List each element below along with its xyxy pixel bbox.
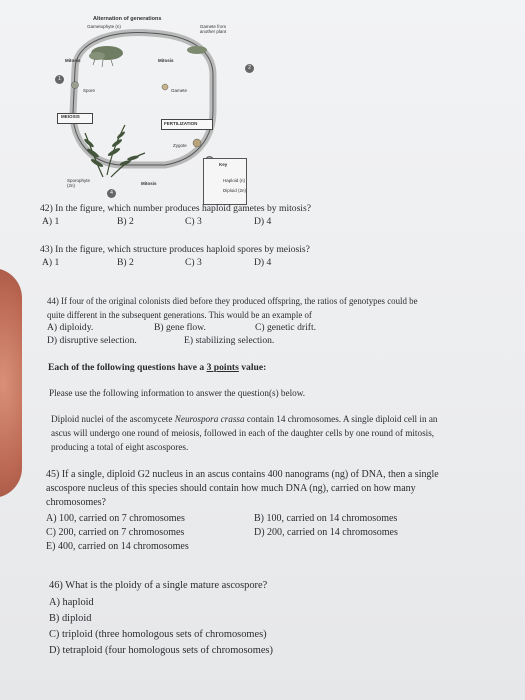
q43-option-d[interactable]: D) 4 bbox=[254, 257, 272, 268]
q45-option-c[interactable]: C) 200, carried on 7 chromosomes bbox=[46, 527, 185, 538]
q46-option-a[interactable]: A) haploid bbox=[49, 597, 94, 608]
key-title: Key bbox=[219, 162, 228, 167]
q46-option-c[interactable]: C) triploid (three homologous sets of chromosomes) bbox=[49, 629, 267, 640]
number-marker-2: 2 bbox=[245, 64, 254, 73]
q43-option-b[interactable]: B) 2 bbox=[117, 257, 134, 268]
mitosis-bottom-label: Mitosis bbox=[141, 181, 157, 186]
number-marker-1: 1 bbox=[55, 75, 64, 84]
question-46-text: 46) What is the ploidy of a single mature ascospore? bbox=[49, 580, 268, 591]
q46-option-d[interactable]: D) tetraploid (four homologous sets of chromosomes) bbox=[49, 645, 273, 656]
key-diploid: Diploid (2n) bbox=[223, 188, 247, 193]
question-43-text: 43) In the figure, which structure produces haploid spores by meiosis? bbox=[40, 244, 310, 255]
q45-option-a[interactable]: A) 100, carried on 7 chromosomes bbox=[46, 513, 185, 524]
q45-option-d[interactable]: D) 200, carried on 14 chromosomes bbox=[254, 527, 398, 538]
section-prefix: Each of the following questions have a bbox=[48, 362, 207, 373]
gamete-from-another-plant-label: Gamete from another plant bbox=[199, 24, 227, 34]
info-line2: ascus will undergo one round of meiosis, followed in each of the daughter cells by one round of mitosis, bbox=[51, 428, 435, 438]
number-marker-4: 4 bbox=[107, 189, 116, 198]
q46-option-b[interactable]: B) diploid bbox=[49, 613, 92, 624]
gametophyte-label: Gametophyte (n) bbox=[87, 24, 121, 29]
info-line1-pre: Diploid nuclei of the ascomycete bbox=[51, 414, 175, 424]
gamete-label: Gamete bbox=[171, 88, 188, 93]
q43-option-c[interactable]: C) 3 bbox=[185, 257, 202, 268]
q42-option-c[interactable]: C) 3 bbox=[185, 216, 202, 227]
q45-option-b[interactable]: B) 100, carried on 14 chromosomes bbox=[254, 513, 398, 524]
q44-option-b[interactable]: B) gene flow. bbox=[154, 322, 206, 333]
alternation-of-generations-diagram bbox=[45, 15, 255, 200]
fertilization-label: FERTILIZATION bbox=[164, 121, 198, 126]
info-line3: producing a total of eight ascospores. bbox=[51, 442, 189, 452]
q44-option-d[interactable]: D) disruptive selection. bbox=[47, 335, 137, 346]
mitosis-right-label: Mitosis bbox=[158, 58, 174, 63]
q44-option-c[interactable]: C) genetic drift. bbox=[255, 322, 317, 333]
mitosis-left-label: Mitosis bbox=[65, 58, 81, 63]
question-42-text: 42) In the figure, which number produces haploid gametes by mitosis? bbox=[40, 203, 311, 214]
question-44-line2: quite different in the subsequent generations. This would be an example of bbox=[47, 310, 312, 320]
instructions-text: Please use the following information to answer the question(s) below. bbox=[49, 388, 306, 398]
question-44-line1: 44) If four of the original colonists died before they produced offspring, the ratios of genotypes could be bbox=[47, 296, 418, 306]
info-line1-post: contain 14 chromosomes. A single diploid cell in an bbox=[244, 414, 438, 424]
info-line1 bbox=[51, 413, 438, 425]
q45-option-e[interactable]: E) 400, carried on 14 chromosomes bbox=[46, 541, 189, 552]
zygote-label: Zygote bbox=[173, 143, 187, 148]
meiosis-label: MEIOSIS bbox=[61, 114, 80, 119]
question-45-line2: ascospore nucleus of this species should contain how much DNA (ng), carried on how many bbox=[46, 483, 416, 494]
sporophyte-label: Sporophyte (2n) bbox=[67, 178, 91, 188]
question-45-line1: 45) If a single, diploid G2 nucleus in an ascus contains 400 nanograms (ng) of DNA, then a single bbox=[46, 469, 439, 480]
question-45-line3: chromosomes? bbox=[46, 497, 106, 508]
section-header bbox=[48, 362, 266, 374]
q42-option-d[interactable]: D) 4 bbox=[254, 216, 272, 227]
q44-option-a[interactable]: A) diploidy. bbox=[47, 322, 94, 333]
thumb-in-photo bbox=[0, 268, 22, 498]
key-haploid: Haploid (n) bbox=[223, 178, 246, 183]
species-name: Neurospora crassa bbox=[174, 414, 245, 424]
q42-option-a[interactable]: A) 1 bbox=[42, 216, 60, 227]
q44-option-e[interactable]: E) stabilizing selection. bbox=[184, 335, 275, 346]
spore-label: Spore bbox=[83, 88, 96, 93]
diagram-title: Alternation of generations bbox=[93, 16, 162, 22]
q42-option-b[interactable]: B) 2 bbox=[117, 216, 134, 227]
section-points: 3 points bbox=[206, 362, 239, 373]
q43-option-a[interactable]: A) 1 bbox=[42, 257, 60, 268]
section-suffix: value: bbox=[238, 362, 267, 373]
